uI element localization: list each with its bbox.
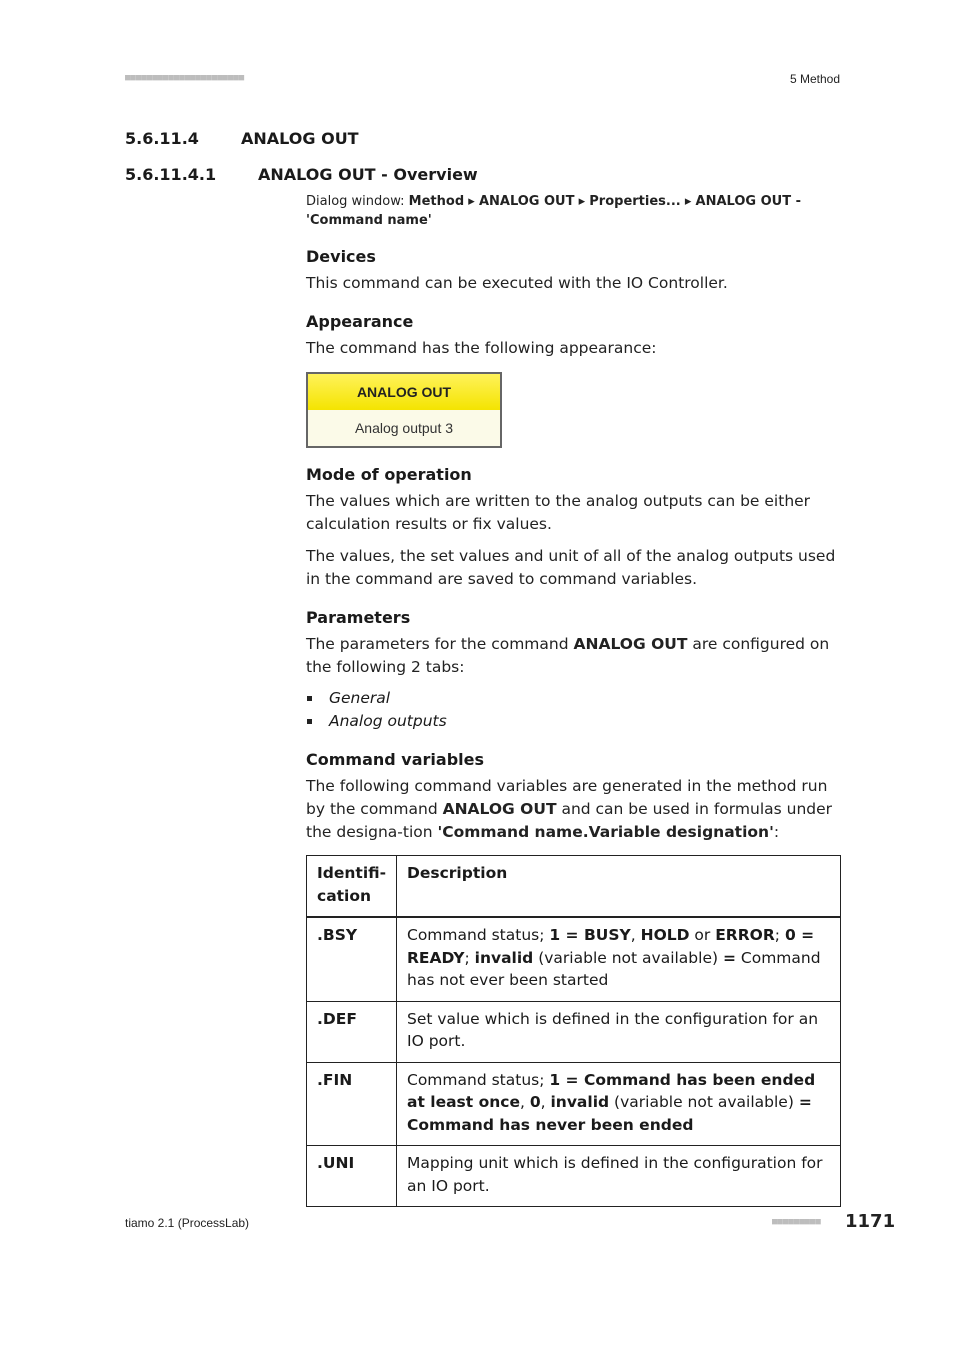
desc-bold: ERROR (715, 926, 775, 944)
desc-bold: 0 = READY (407, 926, 815, 967)
table-row (307, 1001, 841, 1062)
variable-id: .UNI (307, 1146, 397, 1207)
desc-text: , (630, 926, 641, 944)
desc-text: ; (464, 948, 475, 967)
desc-text: , (540, 1093, 551, 1111)
header-decoration: ■■■■■■■■■■■■■■■■■■■■■■ (125, 73, 245, 83)
subsection-title: ANALOG OUT - Overview (258, 165, 478, 184)
dialog-path-properties: Properties... (589, 194, 681, 209)
column-header-identification: Identifi-cation (307, 856, 397, 918)
appearance-text: The command has the following appearance: (306, 339, 657, 357)
parameters-command: ANALOG OUT (573, 635, 688, 653)
parameters-text-a: The parameters for the command (306, 635, 574, 653)
tabs-list (306, 687, 842, 733)
header-chapter: 5 Method (789, 72, 840, 86)
section-title: ANALOG OUT (241, 129, 359, 148)
list-item: General (306, 687, 842, 710)
page-number: 1171 (845, 1211, 896, 1232)
subsection-number: 5.6.11.4.1 (125, 165, 217, 184)
dialog-prefix: Dialog window: (306, 194, 409, 209)
command-box-subtitle: Analog output 3 (308, 410, 500, 446)
table-row (307, 1062, 841, 1146)
dialog-path (306, 192, 842, 230)
variables-table (306, 855, 841, 1207)
section-number: 5.6.11.4 (125, 129, 199, 148)
variables-text-a: The following command variables are generated in the method run by the command (306, 777, 828, 818)
parameters-text (306, 633, 842, 679)
desc-bold: HOLD (640, 926, 690, 944)
devices-text: This command can be executed with the IO Controller. (306, 274, 728, 292)
desc-bold: 1 = BUSY (549, 926, 631, 944)
variable-description (397, 1062, 841, 1146)
desc-bold: = (722, 948, 736, 967)
footer-decoration: ■■■■■■■■■ (772, 1217, 821, 1227)
mode-text-2: The values, the set values and unit of all of the analog outputs used in the command are saved to command variables. (306, 547, 836, 588)
variables-heading: Command variables (306, 750, 484, 769)
table-header-row (307, 856, 841, 918)
command-box-title: ANALOG OUT (308, 374, 500, 410)
variables-text-b: and can be used in formulas under the designa-tion (306, 800, 833, 841)
variables-command: ANALOG OUT (442, 800, 557, 818)
desc-text: Command status; (407, 926, 550, 944)
parameters-text-b: are configured on the following 2 tabs: (306, 635, 830, 676)
column-header-description: Description (397, 856, 841, 918)
desc-text: Command status; (407, 1070, 550, 1089)
variables-text-c: : (773, 823, 780, 841)
dialog-path-analog-out: ANALOG OUT (478, 194, 575, 209)
desc-bold: 1 = Command has been ended at least once (407, 1070, 816, 1111)
dialog-path-command-name: ANALOG OUT - 'Command name' (306, 194, 801, 228)
variable-description: Mapping unit which is defined in the configuration for an IO port. (397, 1146, 841, 1207)
desc-text: ; (774, 926, 785, 944)
parameters-heading: Parameters (306, 608, 411, 627)
dialog-arrow: ▸ (574, 194, 590, 209)
dialog-arrow: ▸ (464, 194, 479, 209)
desc-bold: invalid (550, 1093, 610, 1111)
devices-heading: Devices (306, 247, 376, 266)
appearance-heading: Appearance (306, 312, 414, 331)
table-row (307, 917, 841, 1001)
desc-text: or (689, 926, 716, 944)
dialog-arrow: ▸ (680, 194, 696, 209)
desc-bold: = Command has never been ended (407, 1093, 812, 1134)
mode-heading: Mode of operation (306, 465, 472, 484)
variable-description (397, 917, 841, 1001)
desc-text: (variable not available) (609, 1093, 799, 1111)
variable-description: Set value which is defined in the configuration for an IO port. (397, 1001, 841, 1062)
desc-text: (variable not available) (533, 948, 723, 967)
variables-designation: 'Command name.Variable designation' (437, 823, 774, 841)
variable-id: .DEF (307, 1001, 397, 1062)
desc-bold: invalid (474, 948, 534, 967)
variables-text (306, 775, 842, 844)
desc-text: Command has not ever been started (407, 948, 821, 989)
section-heading (125, 129, 359, 148)
desc-bold: 0 (529, 1093, 541, 1111)
list-item: Analog outputs (306, 710, 842, 733)
table-row (307, 1146, 841, 1207)
main-content (306, 192, 842, 1207)
variable-id: .BSY (307, 917, 397, 1001)
subsection-heading (125, 165, 478, 184)
desc-text: , (519, 1093, 530, 1111)
footer-product: tiamo 2.1 (ProcessLab) (125, 1216, 250, 1230)
variable-id: .FIN (307, 1062, 397, 1146)
mode-text-1: The values which are written to the analog outputs can be either calculation results or fix values. (306, 492, 811, 533)
command-appearance-box (306, 372, 502, 448)
dialog-path-method: Method (408, 194, 465, 209)
